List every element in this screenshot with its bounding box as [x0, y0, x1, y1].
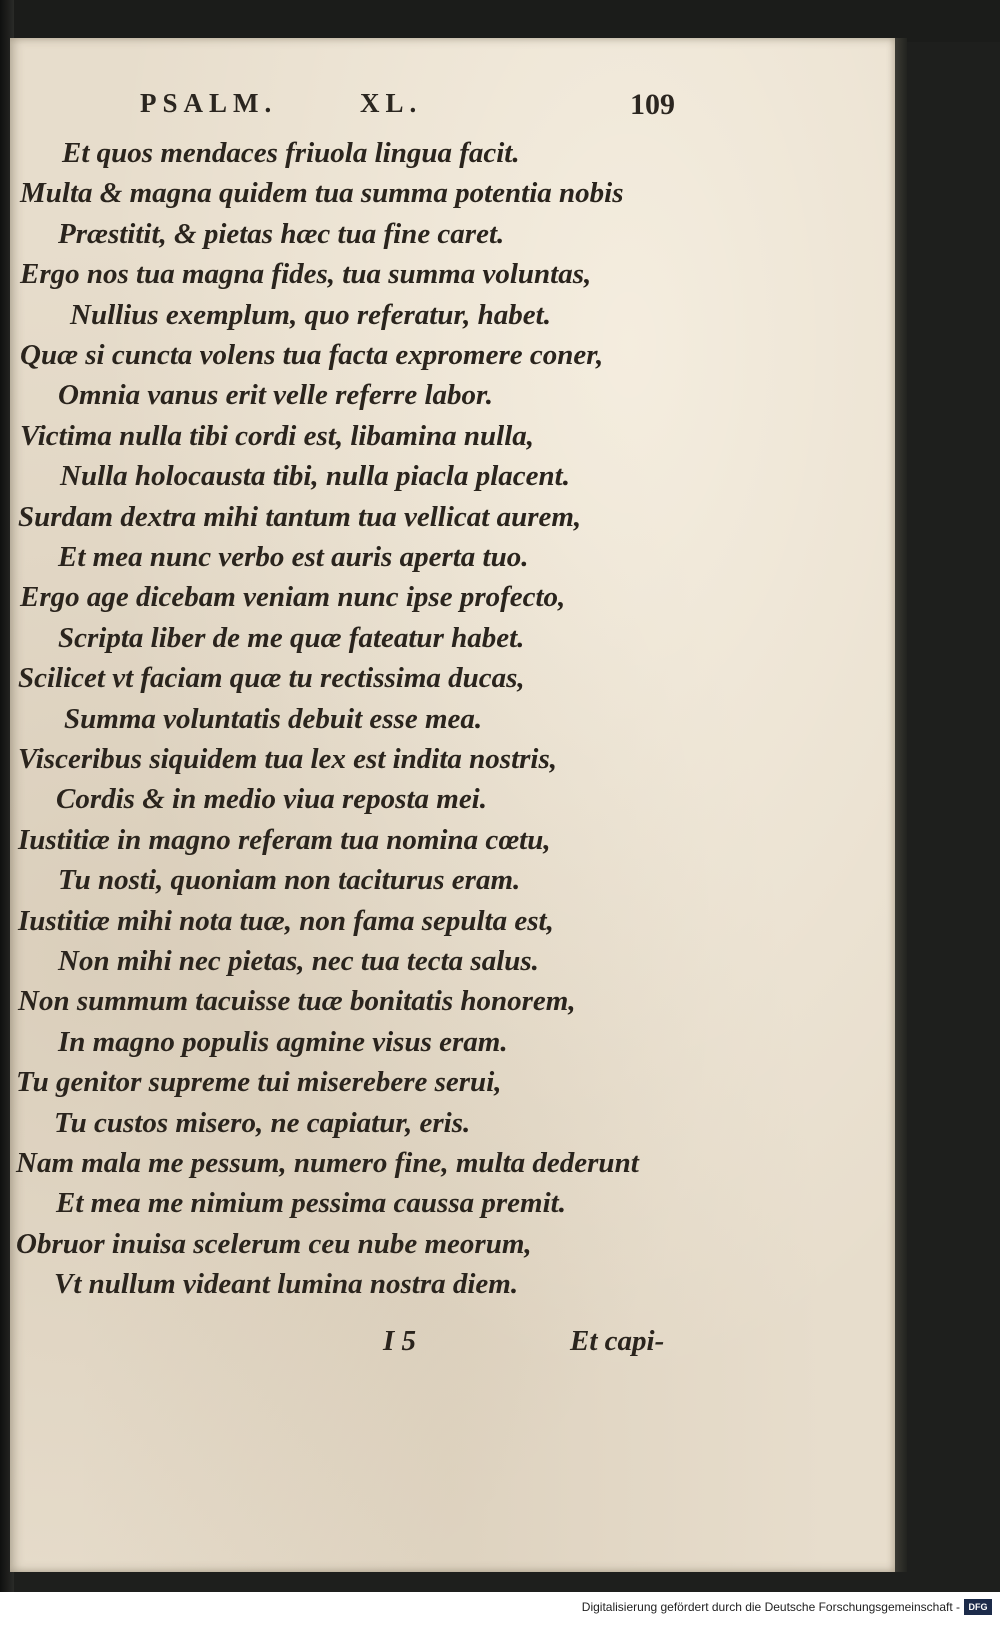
verse-line: Multa & magna quidem tua summa potentia nobis — [20, 177, 624, 210]
verse-line: Et mea me nimium pessima caussa premit. — [56, 1187, 566, 1220]
credit-bar — [0, 1592, 1000, 1629]
verse-line: Victima nulla tibi cordi est, libamina nulla, — [20, 419, 535, 452]
verse-line: Summa voluntatis debuit esse mea. — [64, 702, 483, 735]
verse-line: Scripta liber de me quæ fateatur habet. — [58, 621, 525, 654]
psalm-number: XL. — [360, 88, 423, 118]
credit-text: Digitalisierung gefördert durch die Deutsche Forschungsgemeinschaft - — [581, 1600, 960, 1614]
verse-line: Et quos mendaces friuola lingua facit. — [62, 137, 520, 169]
verse-line: Nullius exemplum, quo referatur, habet. — [70, 298, 551, 331]
page-number: 109 — [630, 88, 675, 121]
catchword: Et capi- — [570, 1325, 665, 1357]
verse-line: Tu nosti, quoniam non taciturus eram. — [58, 864, 521, 897]
verse-line: In magno populis agmine visus eram. — [58, 1025, 508, 1058]
verse-line: Nam mala me pessum, numero fine, multa dederunt — [16, 1147, 639, 1179]
page-footer — [10, 1325, 895, 1365]
page-edge-shadow — [895, 38, 907, 1572]
verse-line: Ergo age dicebam veniam nunc ipse profecto, — [20, 581, 566, 614]
verse-line: Præstitit, & pietas hæc tua fine caret. — [58, 217, 505, 250]
verse-line: Tu custos misero, ne capiatur, eris. — [54, 1106, 471, 1139]
verse-line: Non summum tacuisse tuæ bonitatis honorem, — [18, 985, 576, 1018]
verse-line: Iustitiæ mihi nota tuæ, non fama sepulta est, — [18, 904, 554, 937]
verse-line: Omnia vanus erit velle referre labor. — [58, 379, 493, 412]
verse-line: Tu genitor supreme tui miserebere serui, — [16, 1066, 502, 1099]
verse-line: Quæ si cuncta volens tua facta expromere coner, — [20, 339, 604, 371]
running-head-title: PSALM. — [140, 88, 278, 118]
verse-line: Vt nullum videant lumina nostra diem. — [54, 1268, 519, 1301]
verse-line: Non mihi nec pietas, nec tua tecta salus. — [58, 945, 539, 977]
signature-mark: I 5 — [383, 1325, 417, 1357]
verse-line: Obruor inuisa scelerum ceu nube meorum, — [16, 1227, 532, 1260]
verse-line: Ergo nos tua magna fides, tua summa voluntas, — [20, 258, 592, 291]
verse-line: Visceribus siquidem tua lex est indita nostris, — [18, 743, 558, 775]
verse-line: Iustitiæ in magno referam tua nomina cœtu, — [18, 823, 551, 856]
scan-background — [0, 0, 1000, 42]
book-page — [10, 38, 895, 1572]
verse-line: Cordis & in medio viua reposta mei. — [56, 783, 487, 816]
verse-line: Et mea nunc verbo est auris aperta tuo. — [58, 541, 529, 573]
verse-line: Nulla holocausta tibi, nulla piacla placent. — [60, 460, 570, 493]
dfg-logo: DFG — [964, 1599, 992, 1615]
verse-line: Scilicet vt faciam quæ tu rectissima ducas, — [18, 662, 525, 695]
verse-line: Surdam dextra mihi tantum tua vellicat aurem, — [18, 500, 582, 533]
running-head — [10, 88, 895, 136]
